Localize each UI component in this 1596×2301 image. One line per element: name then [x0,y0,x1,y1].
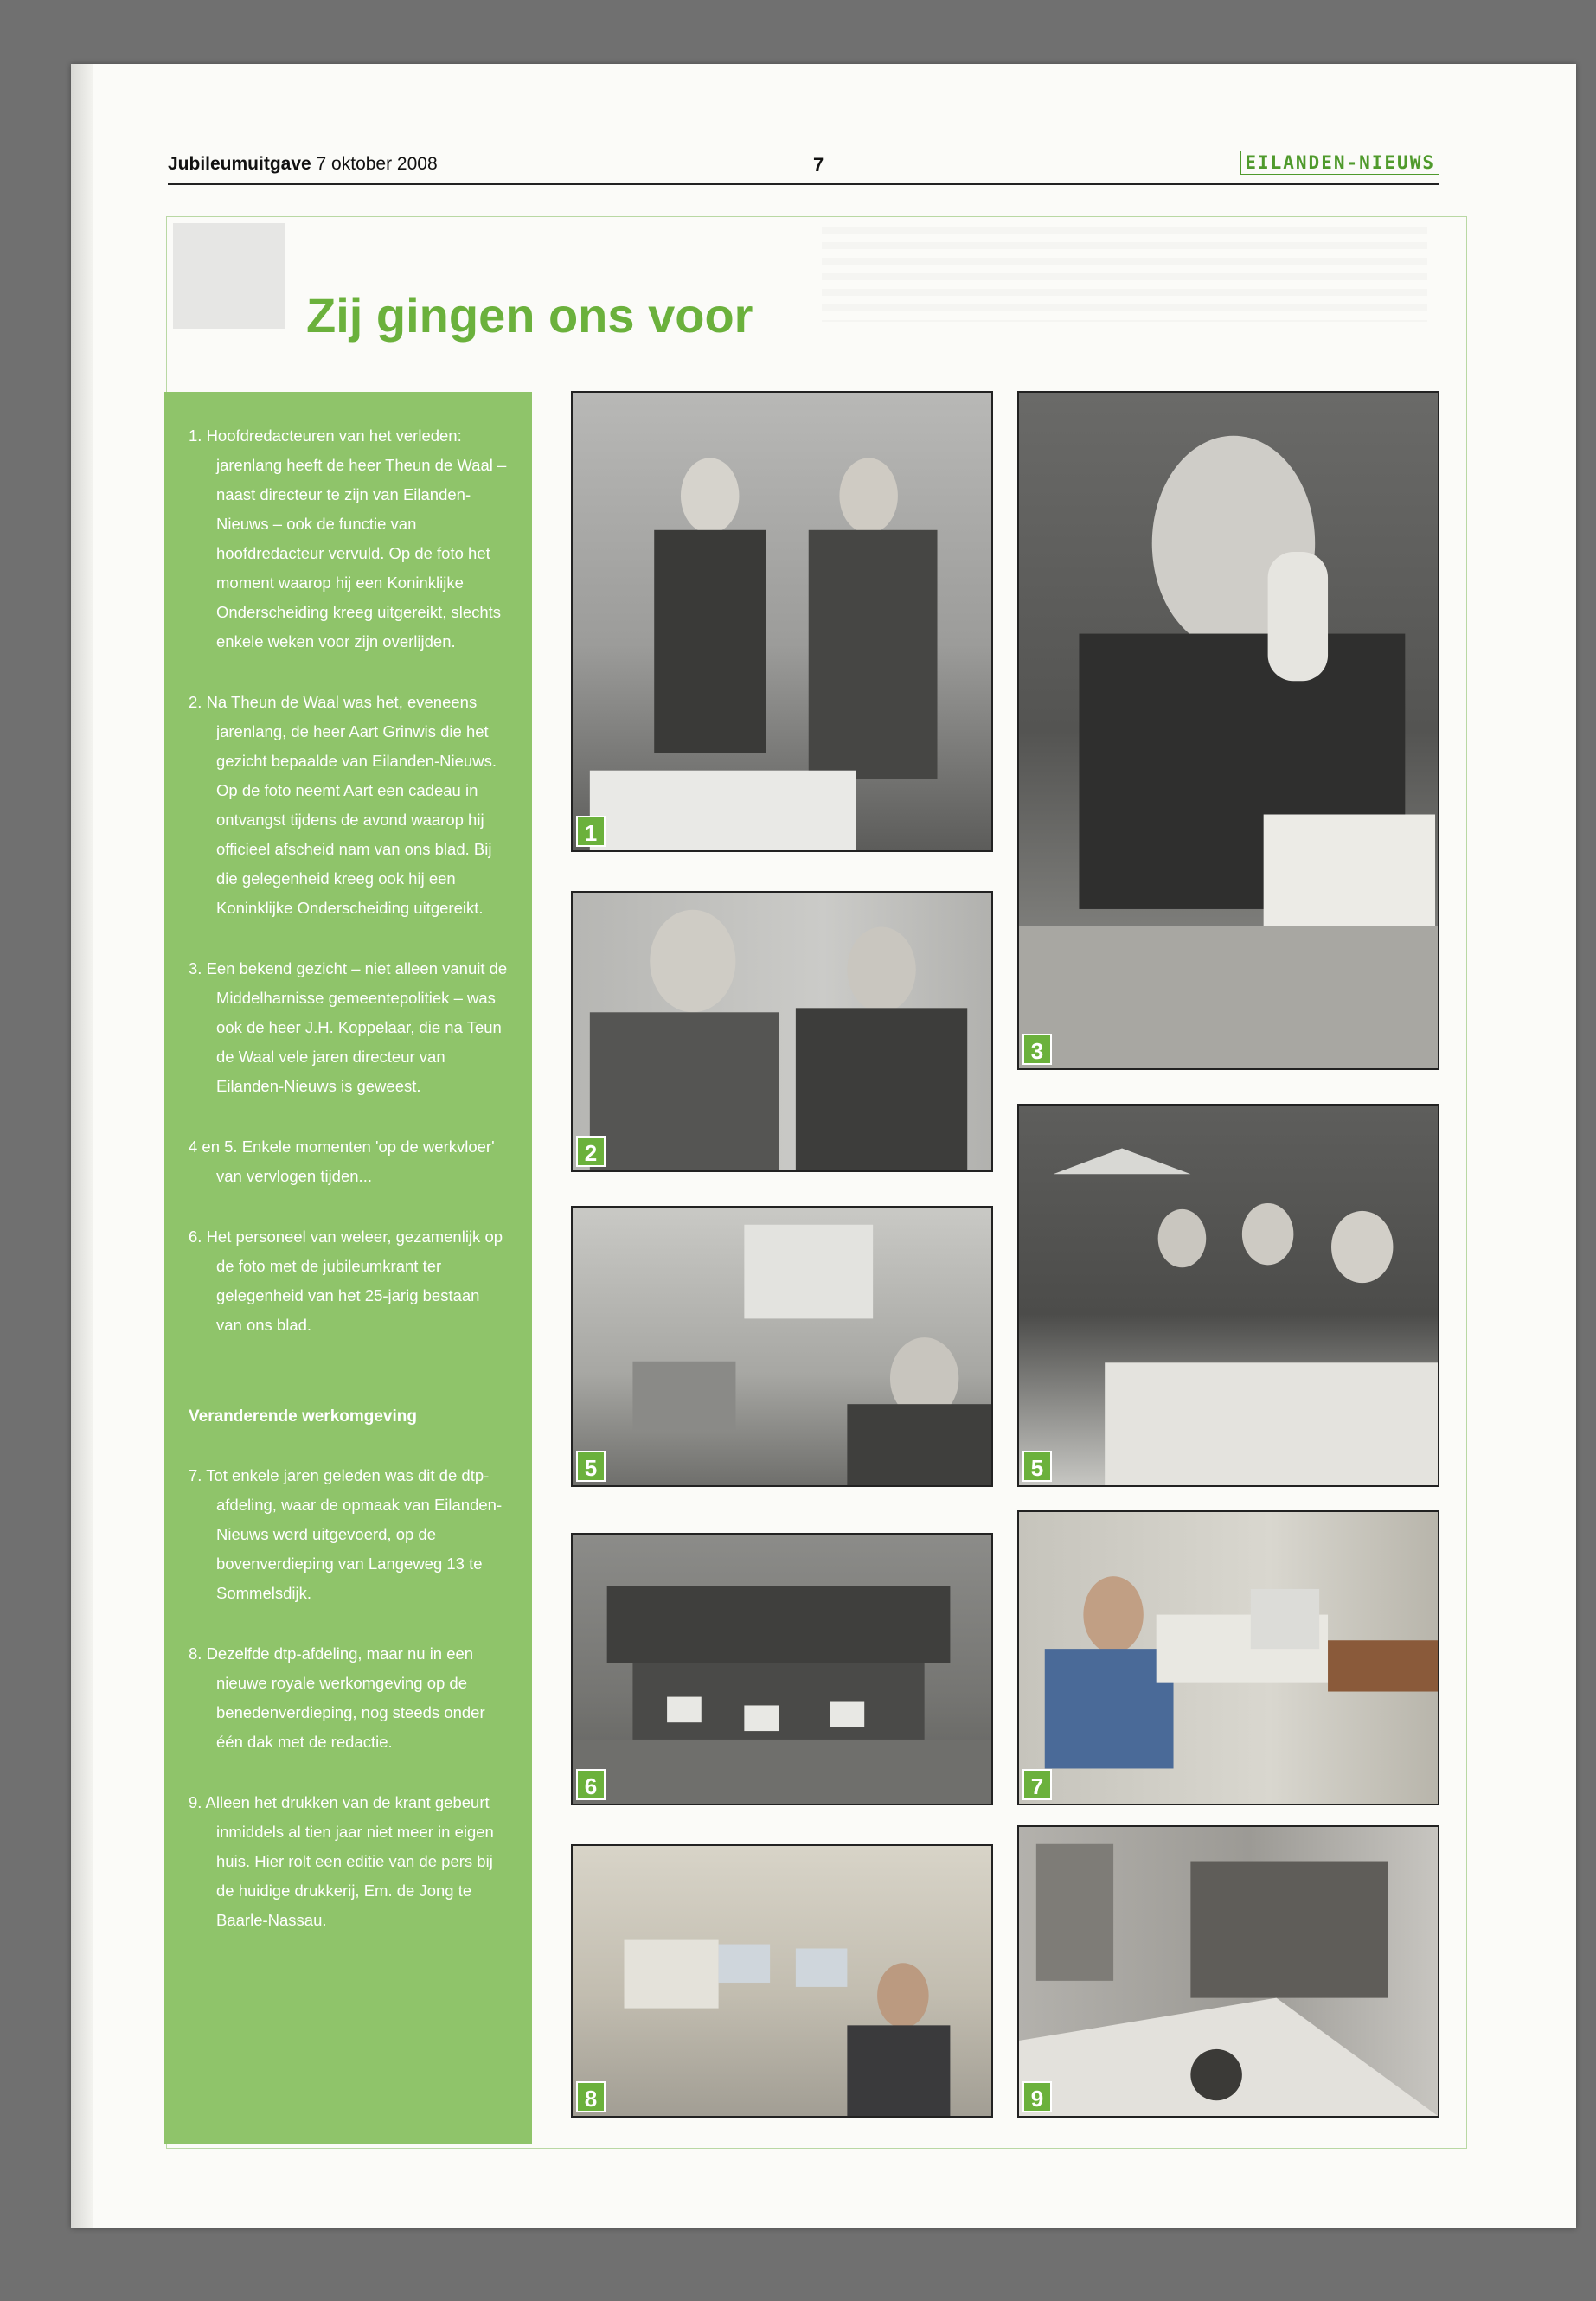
caption-4-5: 4 en 5. Enkele momenten 'op de werkvloer' van vervlogen tijden... [189,1138,495,1185]
photo-2-number: 2 [576,1136,606,1167]
page-fold [71,64,93,2228]
photo-1 [571,391,993,852]
photo-2-figures [573,893,991,1170]
photo-6-number: 6 [576,1769,606,1800]
photo-1-figures [573,393,991,850]
photo-8-figures [573,1846,991,2116]
show-through-text [822,227,1427,322]
caption-9: 9. Alleen het drukken van de krant gebeurt inmiddels al tien jaar niet meer in eigen huis. Hier rolt een editie van de pers bij de huidige drukkerij, Em. de Jong te Baarle-Nassau. [189,1793,494,1929]
article-title: Zij gingen ons voor [306,288,753,343]
photo-5-print-number: 5 [1022,1451,1052,1482]
header-rule [168,183,1439,185]
photo-1-number: 1 [576,816,606,847]
caption-6: 6. Het personeel van weleer, gezamenlijk op de foto met de jubileumkrant ter gelegenheid van het 25-jarig bestaan van ons blad. [189,1227,503,1334]
issue-line [168,154,438,175]
photo-9-figures [1019,1827,1438,2116]
caption-3: 3. Een bekend gezicht – niet alleen vanuit de Middelharnisse gemeentepolitiek – was ook de heer J.H. Koppelaar, die na Teun de Waal vele jaren directeur van Eilanden-Nieuws is geweest. [189,959,508,1095]
section-subhead: Veranderende werkomgeving [189,1407,417,1426]
masthead-logo: EILANDEN-NIEUWS [1240,151,1439,175]
photo-5-print-figures [1019,1106,1438,1485]
caption-1: 1. Hoofdredacteuren van het verleden: jarenlang heeft de heer Theun de Waal – naast directeur te zijn van Eilanden-Nieuws – ook de functie van hoofdredacteur vervuld. Op de foto het moment waarop hij een Koninklijke Onderscheiding kreeg uitgereikt, slechts enkele weken voor zijn overlijden. [189,426,507,651]
issue-name: Jubileumuitgave [168,154,311,174]
photo-7 [1017,1510,1439,1805]
photo-5-office-figures [573,1208,991,1485]
photo-8 [571,1844,993,2118]
title-decoration [173,223,285,329]
photo-7-number: 7 [1022,1769,1052,1800]
page-header [90,87,1439,176]
photo-5-office [571,1206,993,1487]
photo-6-figures [573,1535,991,1804]
caption-7: 7. Tot enkele jaren geleden was dit de dtp-afdeling, waar de opmaak van Eilanden-Nieuws werd uitgevoerd, op de bovenverdieping van Langeweg 13 te Sommelsdijk. [189,1466,503,1602]
photo-7-figures [1019,1512,1438,1804]
photo-5-print [1017,1104,1439,1487]
caption-8: 8. Dezelfde dtp-afdeling, maar nu in een nieuwe royale werkomgeving op de benedenverdieping, nog steeds onder één dak met de redactie. [189,1644,485,1751]
photo-3-figures [1019,393,1438,1068]
photo-9 [1017,1825,1439,2118]
photo-6 [571,1533,993,1805]
issue-date: 7 oktober 2008 [311,154,438,174]
photo-8-number: 8 [576,2081,606,2112]
caption-2: 2. Na Theun de Waal was het, eveneens jarenlang, de heer Aart Grinwis die het gezicht bepaalde van Eilanden-Nieuws. Op de foto neemt Aart een cadeau in ontvangst tijdens de avond waarop hij officieel afscheid nam van ons blad. Bij die gelegenheid kreeg ook hij een Koninklijke Onderscheiding uitgereikt. [189,693,497,917]
photo-2 [571,891,993,1172]
photo-3-number: 3 [1022,1034,1052,1065]
photo-9-number: 9 [1022,2081,1052,2112]
page-number: 7 [813,154,824,176]
photo-5-office-number: 5 [576,1451,606,1482]
photo-3 [1017,391,1439,1070]
caption-sidebar [164,392,532,2144]
